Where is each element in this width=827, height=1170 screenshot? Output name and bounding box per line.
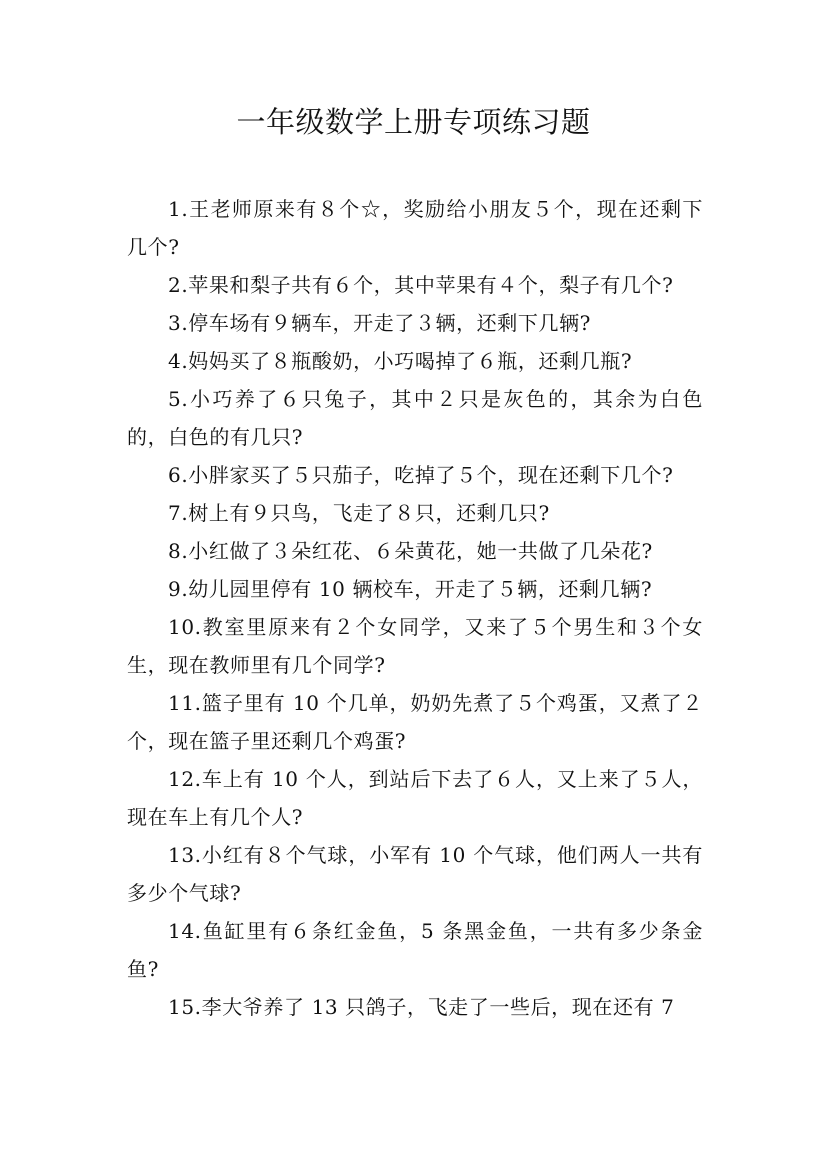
question-item: 7.树上有９只鸟，飞走了８只，还剩几只? <box>168 501 550 525</box>
question-item: 11.篮子里有 10 个几单，奶奶先煮了５个鸡蛋，又煮了２个，现在篮子里还剩几个鸡蛋? <box>127 691 703 753</box>
question-item: 12.车上有 10 个人，到站后下去了６人，又上来了５人，现在车上有几个人? <box>127 767 703 829</box>
question-item: 6.小胖家买了５只茄子，吃掉了５个，现在还剩下几个? <box>168 463 674 487</box>
question-item: 9.幼儿园里停有 10 辆校车，开走了５辆，还剩几辆? <box>168 577 653 601</box>
question-item: 13.小红有８个气球，小军有 10 个气球，他们两人一共有多少个气球? <box>127 843 703 905</box>
question-item: 1.王老师原来有８个☆，奖励给小朋友５个，现在还剩下几个? <box>127 197 703 259</box>
question-item: 4.妈妈买了８瓶酸奶，小巧喝掉了６瓶，还剩几瓶? <box>168 349 633 373</box>
question-list <box>127 190 703 1026</box>
question-item: 14.鱼缸里有６条红金鱼，5 条黑金鱼，一共有多少条金鱼? <box>127 919 703 981</box>
question-item: 10.教室里原来有２个女同学，又来了５个男生和３个女生，现在教师里有几个同学? <box>127 615 703 677</box>
question-item: 2.苹果和梨子共有６个，其中苹果有４个，梨子有几个? <box>168 273 674 297</box>
question-item: 3.停车场有９辆车，开走了３辆，还剩下几辆? <box>168 311 592 335</box>
page-title: 一年级数学上册专项练习题 <box>236 105 591 139</box>
question-item: 8.小红做了３朵红花、６朵黄花，她一共做了几朵花? <box>168 539 653 563</box>
question-item: 15.李大爷养了 13 只鸽子，飞走了一些后，现在还有 7 <box>168 995 675 1019</box>
question-item: 5.小巧养了６只兔子，其中２只是灰色的，其余为白色的，白色的有几只? <box>127 387 703 449</box>
